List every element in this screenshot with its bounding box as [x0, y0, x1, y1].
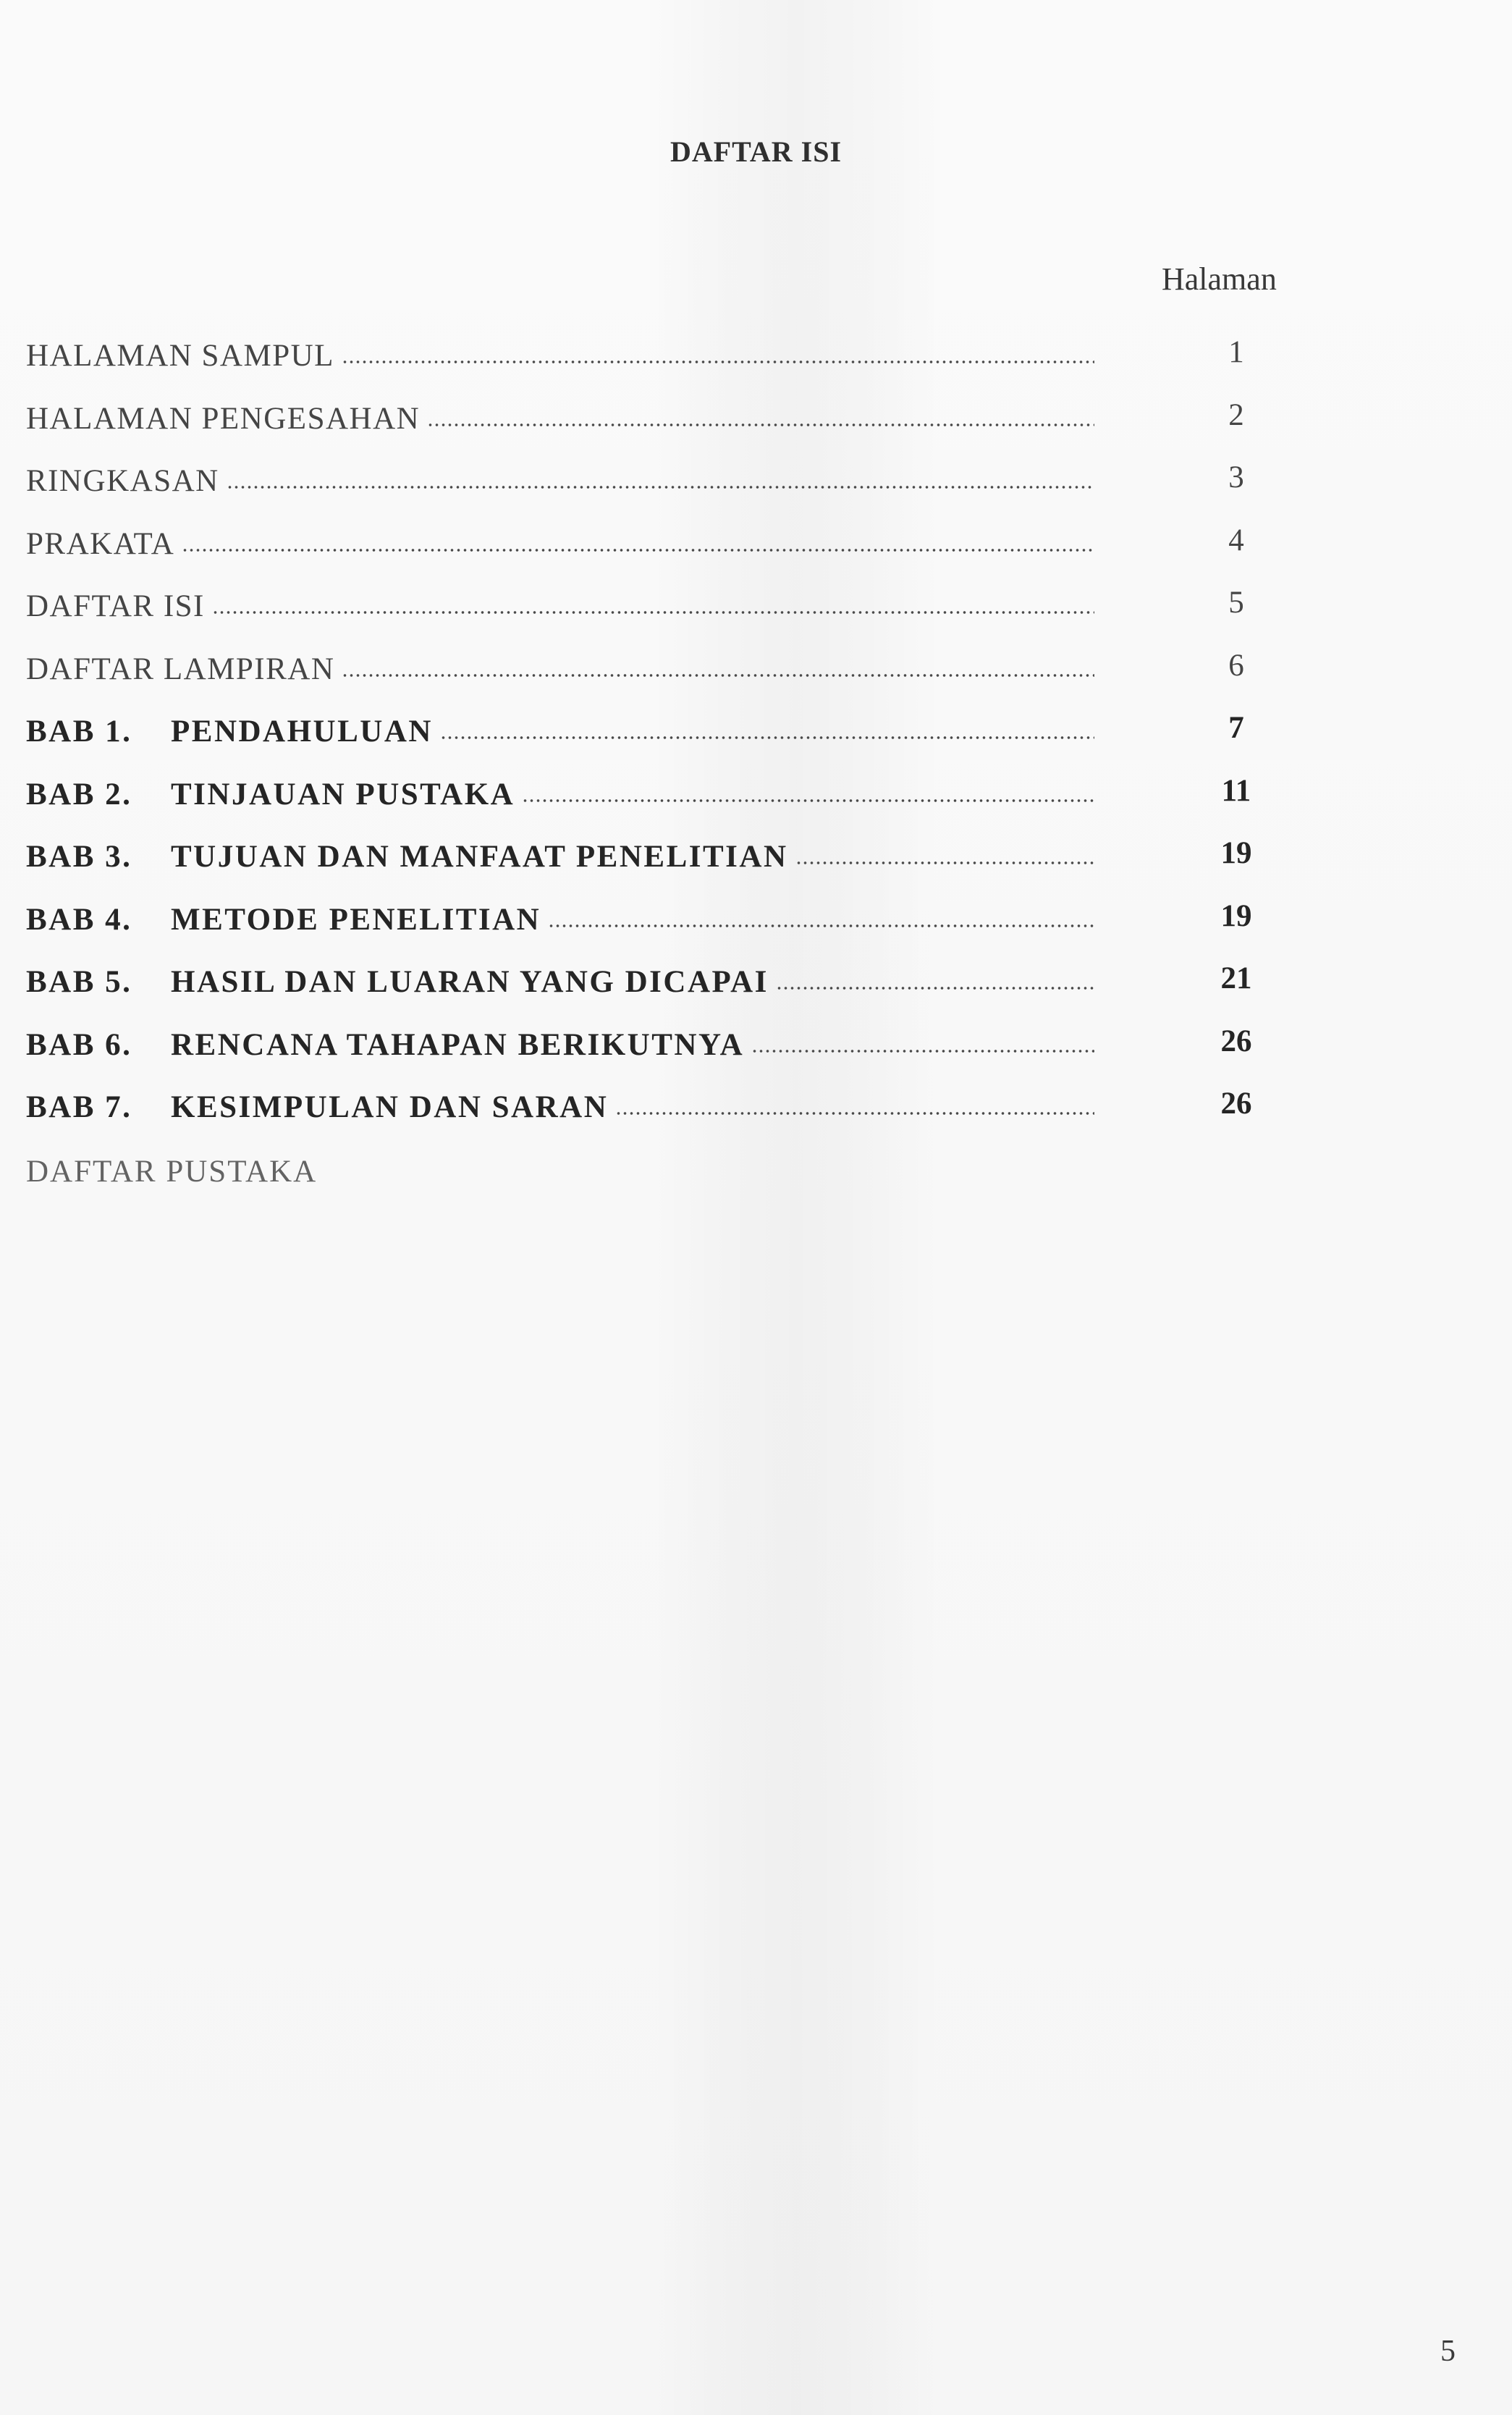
chapter-title: METODE PENELITIAN: [171, 902, 541, 937]
toc-entry-page: 2: [1228, 397, 1244, 432]
toc-entry: [26, 648, 1257, 711]
chapter-number: BAB 4.: [26, 902, 132, 937]
dot-leader: [440, 710, 1094, 741]
toc-entry-page: 6: [1228, 648, 1244, 683]
toc-entry-page: 3: [1228, 460, 1244, 494]
toc-entry-label: DAFTAR LAMPIRAN: [26, 652, 335, 686]
dot-leader: [182, 523, 1094, 554]
toc-chapter-entry: [26, 773, 1257, 836]
toc-entry-page: 26: [1220, 1087, 1252, 1121]
page-column-header: Halaman: [1162, 261, 1277, 297]
page-title: DAFTAR ISI: [670, 135, 842, 168]
toc-chapter-entry: [26, 898, 1257, 961]
dot-leader: [548, 898, 1094, 930]
dot-leader: [615, 1086, 1094, 1117]
trailing-toc-entry: DAFTAR PUSTAKA: [26, 1155, 318, 1189]
toc-entry-page: 4: [1228, 523, 1244, 557]
toc-entry-page: 5: [1228, 586, 1244, 620]
dot-leader: [227, 460, 1094, 491]
chapter-title: KESIMPULAN DAN SARAN: [171, 1090, 609, 1124]
chapter-title: TINJAUAN PUSTAKA: [171, 777, 515, 812]
dot-leader: [427, 397, 1094, 429]
toc-entry-page: 1: [1228, 335, 1244, 369]
toc-entry-page: 26: [1220, 1024, 1252, 1058]
toc-entry-page: 19: [1220, 898, 1252, 933]
toc-entry-page: 7: [1228, 711, 1244, 745]
chapter-title: PENDAHULUAN: [171, 715, 433, 749]
chapter-number: BAB 3.: [26, 840, 132, 874]
toc-entry-page: 11: [1221, 773, 1251, 808]
toc-entry-page: 19: [1220, 836, 1252, 870]
dot-leader: [795, 835, 1094, 867]
toc-entry: [26, 585, 1257, 648]
chapter-number: BAB 2.: [26, 777, 132, 812]
toc-chapter-entry: [26, 1086, 1257, 1149]
dot-leader: [212, 585, 1094, 616]
page-number: 5: [1440, 2335, 1456, 2368]
chapter-title: HASIL DAN LUARAN YANG DICAPAI: [171, 965, 769, 999]
toc-entry: [26, 523, 1257, 586]
chapter-number: BAB 7.: [26, 1090, 132, 1124]
toc-entry-label: PRAKATA: [26, 526, 175, 561]
toc-entry-page: 21: [1220, 961, 1252, 995]
chapter-title: TUJUAN DAN MANFAAT PENELITIAN: [171, 840, 788, 874]
toc-entry-label: DAFTAR ISI: [26, 589, 205, 623]
dot-leader: [342, 648, 1094, 679]
chapter-number: BAB 6.: [26, 1027, 132, 1062]
toc-entry: [26, 334, 1257, 397]
toc-entry-label: HALAMAN SAMPUL: [26, 339, 334, 373]
toc-entry: [26, 460, 1257, 523]
dot-leader: [342, 334, 1094, 366]
toc-chapter-entry: [26, 710, 1257, 773]
dot-leader: [776, 961, 1094, 992]
toc-chapter-entry: [26, 961, 1257, 1024]
chapter-number: BAB 1.: [26, 715, 132, 749]
toc-chapter-entry: [26, 835, 1257, 898]
chapter-title: RENCANA TAHAPAN BERIKUTNYA: [171, 1027, 745, 1062]
table-of-contents: [26, 334, 1257, 1149]
dot-leader: [522, 773, 1094, 804]
dot-leader: [751, 1024, 1094, 1055]
toc-entry-label: RINGKASAN: [26, 464, 219, 498]
toc-entry-label: HALAMAN PENGESAHAN: [26, 401, 421, 436]
chapter-number: BAB 5.: [26, 965, 132, 999]
toc-chapter-entry: [26, 1024, 1257, 1087]
toc-entry: [26, 397, 1257, 460]
